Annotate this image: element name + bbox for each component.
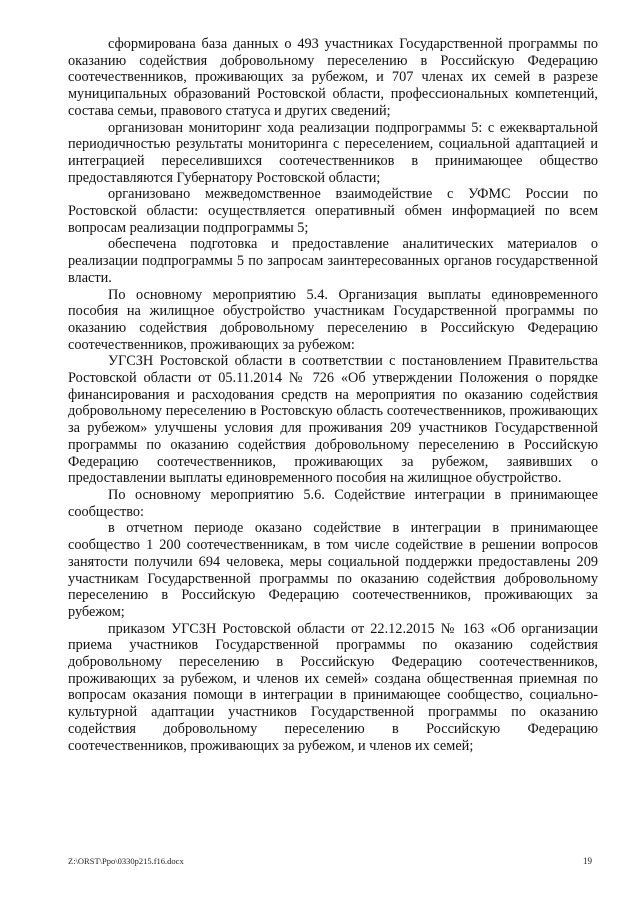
- document-body: [68, 36, 598, 754]
- paragraph-interagency: организовано межведомственное взаимодействие с УФМС России по Ростовской области: осуществляется оперативный обмен информацией по всем вопросам реализации подпрограммы 5;: [68, 186, 598, 236]
- paragraph-ugszn-resolution: УГСЗН Ростовской области в соответствии с постановлением Правительства Ростовской области от 05.11.2014 № 726 «Об утверждении Положения о порядке финансирования и расходования средств на мероприятия по оказанию содействия добровольному переселению в Ростовскую область соотечественников, проживающих за рубежом» улучшены условия для проживания 209 участников Государственной программы по оказанию содействия добровольному переселению в Российскую Федерацию соотечественников, проживающих за рубежом, заявивших о предоставлении выплаты единовременного пособия на жилищное обустройство.: [68, 353, 598, 487]
- page-number: 19: [583, 856, 592, 866]
- paragraph-order-163: приказом УГСЗН Ростовской области от 22.12.2015 № 163 «Об организации приема участников Государственной программы по оказанию содействия добровольному переселению в Российскую Федерацию соотечественников, проживающих за рубежом, и членов их семей» создана общественная приемная по вопросам оказания помощи в интеграции в принимающее сообщество, социально-культурной адаптации участников Государственной программы по оказанию содействия добровольному переселению в Российскую Федерацию соотечественников, проживающих за рубежом, и членов их семей;: [68, 620, 598, 754]
- paragraph-database: сформирована база данных о 493 участниках Государственной программы по оказанию содействия добровольному переселению в Российскую Федерацию соотечественников, проживающих за рубежом, и 707 членах их семей в разрезе муниципальных образований Ростовской области, профессиональных компетенций, состава семьи, правового статуса и других сведений;: [68, 36, 598, 119]
- footer-file-path: Z:\ORST\Ppo\0330p215.f16.docx: [68, 856, 184, 866]
- paragraph-analytics: обеспечена подготовка и предоставление аналитических материалов о реализации подпрограммы 5 по запросам заинтересованных органов государственной власти.: [68, 236, 598, 286]
- paragraph-monitoring: организован мониторинг хода реализации подпрограммы 5: с ежеквартальной периодичностью результаты мониторинга с переселением, социальной адаптацией и интеграцией переселившихся соотечественников в принимающее общество предоставляются Губернатору Ростовской области;: [68, 119, 598, 186]
- paragraph-measure-5-6: По основному мероприятию 5.6. Содействие интеграции в принимающее сообщество:: [68, 486, 598, 520]
- paragraph-measure-5-4: По основному мероприятию 5.4. Организация выплаты единовременного пособия на жилищное обустройство участникам Государственной программы по оказанию содействия добровольному переселению в Российскую Федерацию соотечественников, проживающих за рубежом:: [68, 286, 598, 353]
- paragraph-integration-assistance: в отчетном периоде оказано содействие в интеграции в принимающее сообщество 1 200 соотечественникам, в том числе содействие в решении вопросов занятости получили 694 человека, меры социальной поддержки предоставлены 209 участникам Государственной программы по оказанию содействия добровольному переселению в Российскую Федерацию соотечественников, проживающих за рубежом;: [68, 520, 598, 620]
